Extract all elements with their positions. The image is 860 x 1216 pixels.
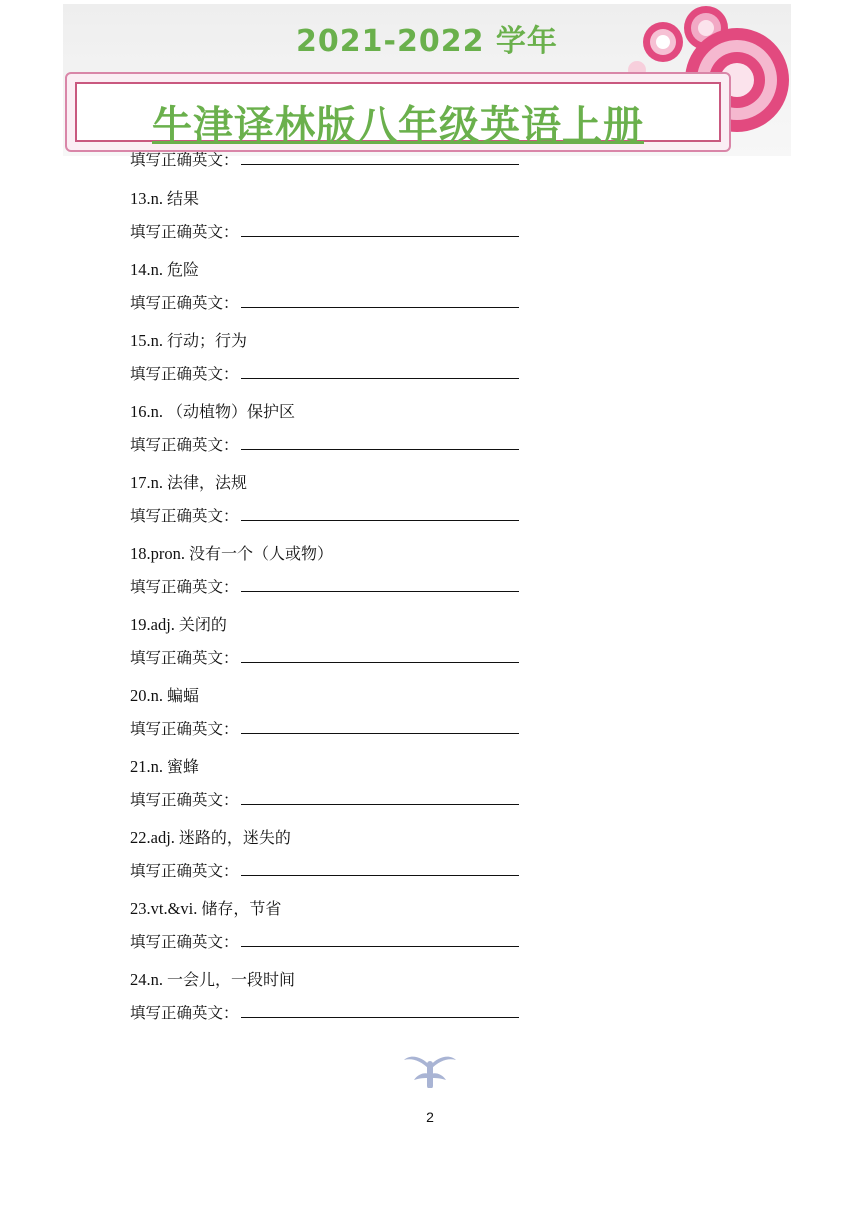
question-item	[130, 967, 295, 990]
fill-label: 填写正确英文：	[130, 365, 239, 383]
school-year: 2021-2022 学年	[296, 24, 558, 59]
answer-row	[130, 859, 519, 881]
fill-label: 填写正确英文：	[130, 223, 239, 241]
answer-blank[interactable]	[241, 874, 519, 876]
answer-row	[130, 362, 519, 384]
fill-label: 填写正确英文：	[130, 791, 239, 809]
question-number: 14.n.	[130, 260, 163, 279]
answer-row	[130, 930, 519, 952]
question-item	[130, 825, 291, 848]
fill-label: 填写正确英文：	[130, 720, 239, 738]
question-number: 17.n.	[130, 473, 163, 492]
answer-row	[130, 148, 519, 170]
header-banner	[63, 4, 791, 156]
question-item	[130, 399, 295, 422]
answer-blank[interactable]	[241, 306, 519, 308]
question-text: 关闭的	[178, 615, 227, 634]
fill-label: 填写正确英文：	[130, 436, 239, 454]
fill-label: 填写正确英文：	[130, 933, 239, 951]
question-item	[130, 754, 199, 777]
answer-row	[130, 575, 519, 597]
question-text: 结果	[167, 189, 200, 208]
question-number: 24.n.	[130, 970, 163, 989]
question-number: 15.n.	[130, 331, 163, 350]
question-text: （动植物）保护区	[167, 402, 296, 421]
question-number: 18.pron.	[130, 544, 185, 563]
question-number: 13.n.	[130, 189, 163, 208]
question-number: 19.adj.	[130, 615, 175, 634]
question-number: 20.n.	[130, 686, 163, 705]
question-number: 23.vt.&vi.	[130, 899, 198, 918]
question-text: 迷路的，迷失的	[178, 828, 291, 847]
fill-label: 填写正确英文：	[130, 151, 239, 169]
answer-row	[130, 291, 519, 313]
answer-blank[interactable]	[241, 448, 519, 450]
question-number: 16.n.	[130, 402, 163, 421]
answer-row	[130, 717, 519, 739]
plant-ornament-icon	[402, 1050, 458, 1088]
fill-label: 填写正确英文：	[130, 649, 239, 667]
answer-row	[130, 504, 519, 526]
title-frame	[65, 72, 731, 152]
answer-row	[130, 1001, 519, 1023]
answer-blank[interactable]	[241, 732, 519, 734]
question-item	[130, 612, 227, 635]
page-number: 2	[426, 1109, 434, 1125]
fill-label: 填写正确英文：	[130, 862, 239, 880]
answer-blank[interactable]	[241, 590, 519, 592]
question-text: 蝙蝠	[167, 686, 200, 705]
fill-label: 填写正确英文：	[130, 294, 239, 312]
answer-blank[interactable]	[241, 377, 519, 379]
question-text: 危险	[167, 260, 200, 279]
question-item	[130, 541, 333, 564]
question-text: 一会儿，一段时间	[167, 970, 296, 989]
answer-blank[interactable]	[241, 235, 519, 237]
answer-blank[interactable]	[241, 1016, 519, 1018]
question-text: 法律，法规	[167, 473, 248, 492]
answer-blank[interactable]	[241, 519, 519, 521]
answer-blank[interactable]	[241, 803, 519, 805]
question-item	[130, 896, 281, 919]
question-item	[130, 186, 199, 209]
answer-blank[interactable]	[241, 945, 519, 947]
question-item	[130, 257, 199, 280]
question-text: 行动；行为	[167, 331, 248, 350]
question-text: 储存，节省	[201, 899, 282, 918]
fill-label: 填写正确英文：	[130, 1004, 239, 1022]
answer-blank[interactable]	[241, 661, 519, 663]
question-item	[130, 470, 247, 493]
question-item	[130, 683, 199, 706]
question-number: 22.adj.	[130, 828, 175, 847]
question-number: 21.n.	[130, 757, 163, 776]
fill-label: 填写正确英文：	[130, 507, 239, 525]
answer-blank[interactable]	[241, 163, 519, 165]
answer-row	[130, 220, 519, 242]
question-text: 蜜蜂	[167, 757, 200, 776]
question-item	[130, 328, 247, 351]
question-text: 没有一个（人或物）	[189, 544, 334, 563]
fill-label: 填写正确英文：	[130, 578, 239, 596]
document-title: 牛津译林版八年级英语上册	[152, 103, 644, 149]
answer-row	[130, 433, 519, 455]
answer-row	[130, 646, 519, 668]
answer-row	[130, 788, 519, 810]
